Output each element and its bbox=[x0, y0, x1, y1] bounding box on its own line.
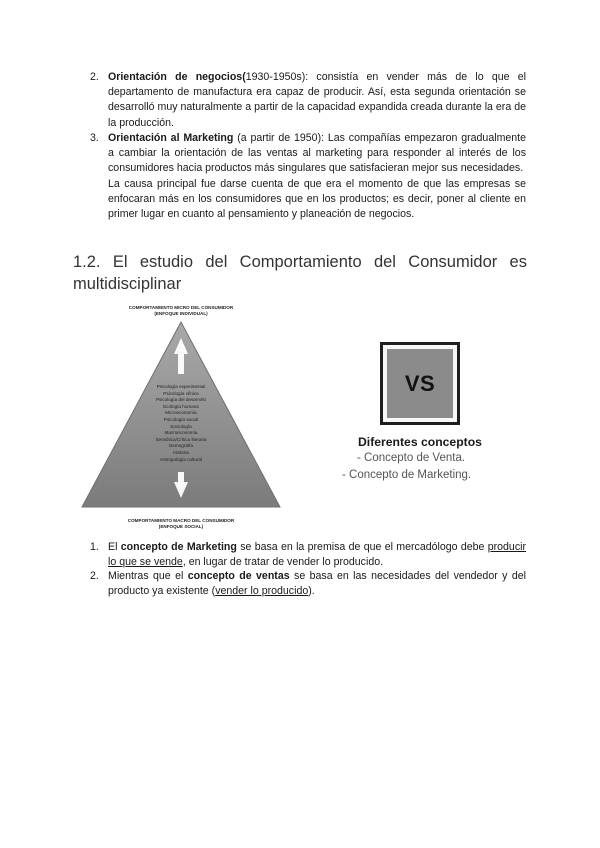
list-item-mid: se basa en las necesidades del vendedor y del producto ya existente ( bbox=[108, 570, 526, 598]
list-item-concepto-marketing bbox=[90, 540, 527, 570]
pyramid-diagram bbox=[74, 302, 288, 536]
list-item-bold: Orientación al Marketing bbox=[108, 132, 234, 144]
pyramid-item: Psicología experimental bbox=[156, 384, 206, 389]
vs-line-venta: - Concepto de Venta. bbox=[357, 452, 466, 464]
pyramid-bottom-label-line2: (ENFOQUE SOCIAL) bbox=[158, 524, 204, 529]
pyramid-items bbox=[131, 384, 231, 463]
vs-box-text: VS bbox=[404, 370, 436, 396]
list-number: 3. bbox=[90, 132, 99, 144]
vs-line-marketing: - Concepto de Marketing. bbox=[342, 469, 472, 481]
list-number: 2. bbox=[90, 570, 99, 582]
list-item-text: (a partir de 1950): Las compañías empezaron gradualmente a cambiar la orientación de las ventas al marketing para responder al interés de los consumidores hacia productos más singulares que satisfacieran mejor sus necesidades. bbox=[108, 132, 527, 175]
list-item-extra-paragraph: La causa principal fue darse cuenta de que era el momento de que las empresas se enfocaran más en los consumidores que en los productos; es decir, poner al cliente en primer lugar en cuanto al pensamiento y planeación de negocios. bbox=[108, 177, 526, 221]
pyramid-bottom-label bbox=[74, 518, 288, 530]
list-item-orientacion-negocios bbox=[90, 70, 526, 131]
section-heading-continued: multidisciplinar bbox=[73, 275, 182, 293]
list-item-bold: concepto de Marketing bbox=[120, 541, 237, 553]
pyramid-item: Psicología del desarrollo bbox=[155, 397, 207, 403]
list-item-underline: vender lo producido bbox=[215, 585, 309, 598]
pyramid-top-label bbox=[74, 305, 288, 317]
list-item-underline: producir lo que se vende bbox=[108, 541, 527, 569]
list-item-concepto-ventas bbox=[90, 569, 526, 599]
pyramid-item: Microeconomía bbox=[165, 410, 197, 416]
list-item-bold: Orientación de negocios bbox=[108, 71, 243, 83]
list-number: 1. bbox=[90, 541, 99, 553]
pyramid-item: Antropología cultural bbox=[159, 456, 203, 462]
list-item-bold: concepto de ventas bbox=[187, 570, 290, 582]
pyramid-bottom-label-line1: COMPORTAMIENTO MACRO DEL CONSUMIDOR bbox=[127, 518, 235, 523]
pyramid-item: Psicología social bbox=[163, 416, 199, 422]
list-item-pre: El bbox=[108, 541, 121, 553]
vs-title: Diferentes conceptos bbox=[358, 435, 482, 449]
pyramid-item: Semiótica/Crítica literaria bbox=[155, 436, 207, 442]
list-item-pre: Mientras que el bbox=[108, 570, 188, 582]
pyramid-item: Psicología clínica bbox=[163, 390, 199, 396]
pyramid-item: Sociología bbox=[170, 423, 192, 429]
pyramid-item: Macroeconomía bbox=[164, 430, 198, 436]
list-item-post: ). bbox=[308, 585, 315, 598]
vs-graphic bbox=[338, 338, 528, 498]
vs-box-inner bbox=[387, 349, 453, 418]
pyramid-item: Demografía bbox=[168, 443, 193, 449]
list-item-mid: se basa en la premisa de que el mercadólogo debe bbox=[236, 541, 488, 553]
list-item-text: 1930-1950s): consistía en vender más de lo que el departamento de manufactura era capaz de producir. Así, esta segunda orientación se desarrolló muy naturalmente a partir de la capacidad expandida creada durante la era de la producción. bbox=[108, 71, 526, 129]
list-item-orientacion-marketing bbox=[90, 131, 527, 222]
pyramid-item: Historia bbox=[173, 449, 189, 455]
list-item-post: , en lugar de tratar de vender lo producido. bbox=[182, 556, 384, 569]
pyramid-item: Ecología humana bbox=[163, 403, 199, 409]
pyramid-top-label-line1: COMPORTAMIENTO MICRO DEL CONSUMIDOR bbox=[128, 305, 234, 310]
list-number: 2. bbox=[90, 71, 99, 83]
list-item-bold-paren: ( bbox=[242, 71, 246, 83]
section-heading: 1.2. El estudio del Comportamiento del Consumidor es bbox=[73, 253, 527, 271]
vs-box bbox=[380, 342, 460, 425]
pyramid-top-label-line2: (ENFOQUE INDIVIDUAL) bbox=[154, 311, 208, 316]
